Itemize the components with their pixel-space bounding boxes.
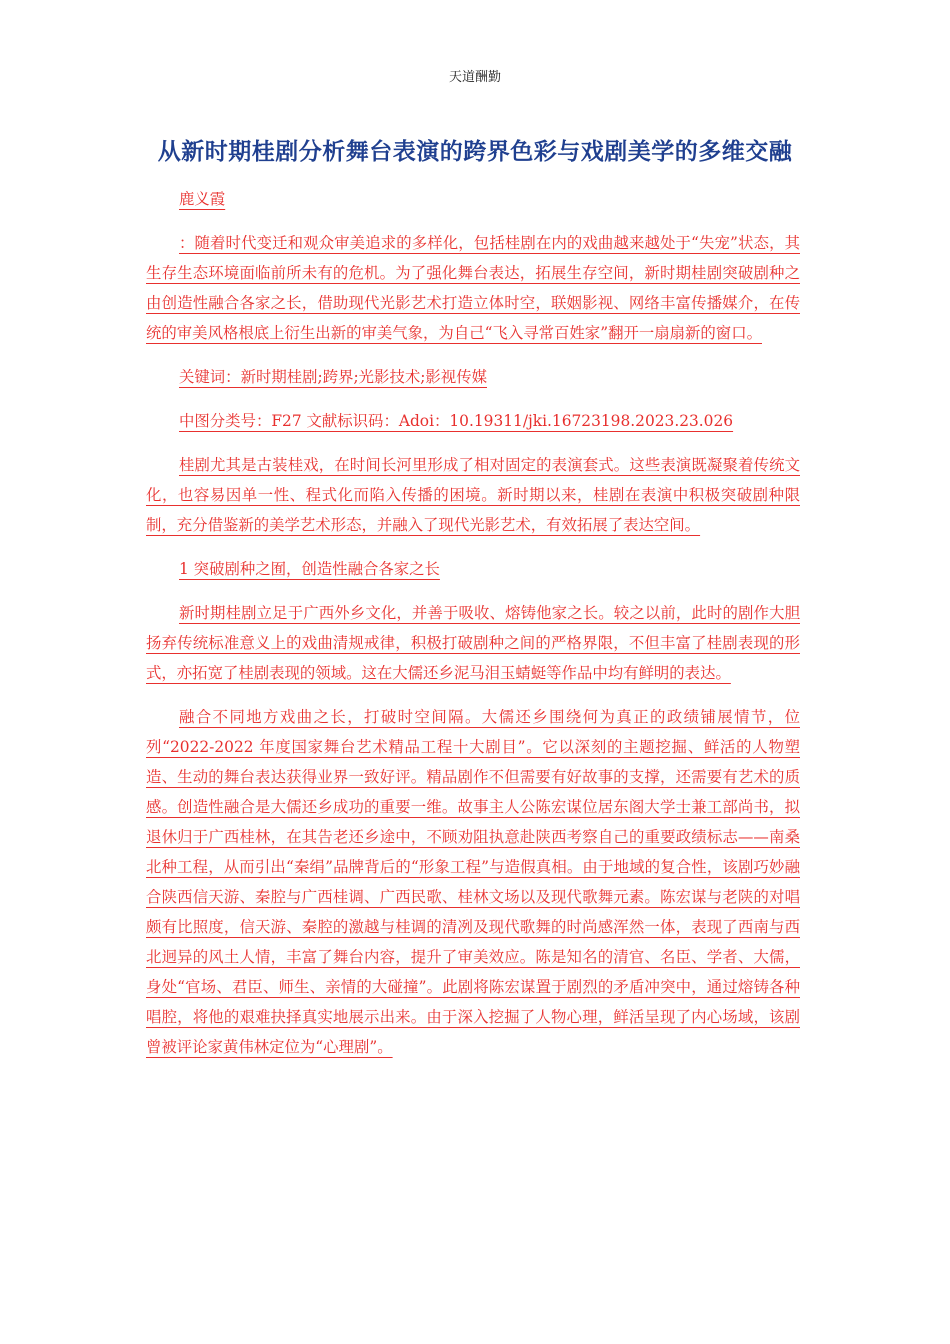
intro-paragraph: 桂剧尤其是古装桂戏，在时间长河里形成了相对固定的表演套式。这些表演既凝聚着传统文化，也容易因单一性、程式化而陷入传播的困境。新时期以来，桂剧在表演中积极突破剧种限制，充分借鉴新的美学艺术形态，并融入了现代光影艺术，有效拓展了表达空间。 bbox=[146, 456, 800, 534]
section-heading: 1 突破剧种之囿，创造性融合各家之长 bbox=[179, 560, 440, 578]
keywords-line: 关键词：新时期桂剧;跨界;光影技术;影视传媒 bbox=[179, 368, 487, 386]
article-body bbox=[146, 184, 800, 1076]
classification-line: 中图分类号：F27 文献标识码：Adoi：10.19311/jki.16723198.2023.23.026 bbox=[179, 412, 734, 430]
section-paragraph-1: 新时期桂剧立足于广西外乡文化，并善于吸收、熔铸他家之长。较之以前，此时的剧作大胆扬弃传统标准意义上的戏曲清规戒律，积极打破剧种之间的严格界限，不但丰富了桂剧表现的形式，亦拓宽了桂剧表现的领域。这在大儒还乡泥马泪玉蜻蜓等作品中均有鲜明的表达。 bbox=[146, 604, 800, 682]
author-line: 鹿义霞 bbox=[179, 190, 226, 208]
page-header: 天道酬勤 bbox=[448, 70, 501, 85]
article-title: 从新时期桂剧分析舞台表演的跨界色彩与戏剧美学的多维交融 bbox=[157, 139, 793, 165]
abstract-paragraph: ：随着时代变迁和观众审美追求的多样化，包括桂剧在内的戏曲越来越处于“失宠”状态，其生存生态环境面临前所未有的危机。为了强化舞台表达，拓展生存空间，新时期桂剧突破剧种之由创造性融合各家之长，借助现代光影艺术打造立体时空，联姻影视、网络丰富传播媒介，在传统的审美风格根底上衍生出新的审美气象，为自己“飞入寻常百姓家”翻开一扇扇新的窗口。 bbox=[146, 234, 800, 342]
section-paragraph-2: 融合不同地方戏曲之长，打破时空间隔。大儒还乡围绕何为真正的政绩铺展情节，位列“2022-2022 年度国家舞台艺术精品工程十大剧目”。它以深刻的主题挖掘、鲜活的人物塑造、生动的舞台表达获得业界一致好评。精品剧作不但需要有好故事的支撑，还需要有艺术的质感。创造性融合是大儒还乡成功的重要一维。故事主人公陈宏谋位居东阁大学士兼工部尚书，拟退休归于广西桂林，在其告老还乡途中，不顾劝阻执意赴陕西考察自己的重要政绩标志——南桑北种工程，从而引出“秦绢”品牌背后的“形象工程”与造假真相。由于地域的复合性，该剧巧妙融合陕西信天游、秦腔与广西桂调、广西民歌、桂林文场以及现代歌舞元素。陈宏谋与老陕的对唱颇有比照度，信天游、秦腔的激越与桂调的清冽及现代歌舞的时尚感浑然一体，表现了西南与西北迥异的风土人情，丰富了舞台内容，提升了审美效应。陈是知名的清官、名臣、学者、大儒，身处“官场、君臣、师生、亲情的大碰撞”。此剧将陈宏谋置于剧烈的矛盾冲突中，通过熔铸各种唱腔，将他的艰难抉择真实地展示出来。由于深入挖掘了人物心理，鲜活呈现了内心场域，该剧曾被评论家黄伟林定位为“心理剧”。 bbox=[146, 708, 800, 1056]
